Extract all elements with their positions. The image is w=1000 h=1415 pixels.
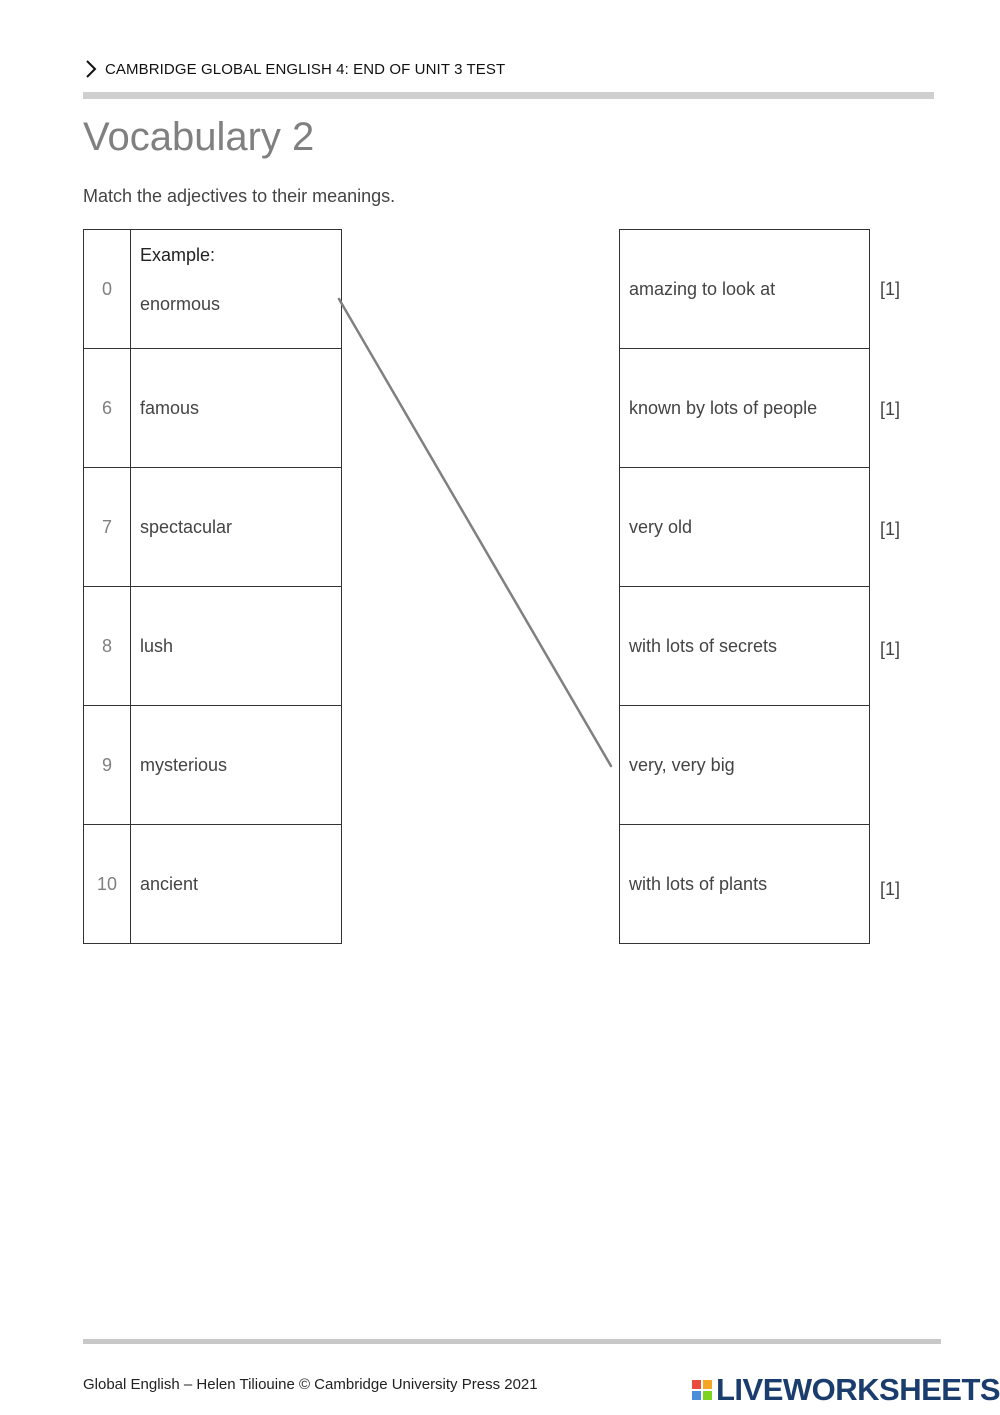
example-label: Example: <box>140 245 216 265</box>
meaning-row <box>620 468 870 587</box>
meaning-row <box>620 587 870 706</box>
marks-column <box>880 229 920 949</box>
word-row <box>84 825 342 944</box>
word-number: 10 <box>84 825 131 944</box>
word-cell[interactable] <box>131 706 342 825</box>
footer-rule <box>83 1339 941 1344</box>
liveworksheets-logo <box>692 1372 1000 1408</box>
meaning-row <box>620 706 870 825</box>
adjectives-table <box>83 229 342 944</box>
meaning-cell[interactable]: known by lots of people <box>620 349 870 468</box>
running-header <box>83 58 505 80</box>
logo-tiles-icon <box>692 1380 712 1400</box>
mark-label: [1] <box>880 398 901 419</box>
word-row <box>84 587 342 706</box>
mark-label: [1] <box>880 878 901 899</box>
word-number: 6 <box>84 349 131 468</box>
header-rule <box>83 92 934 99</box>
word-text: spectacular <box>140 516 233 537</box>
instructions: Match the adjectives to their meanings. <box>83 186 396 206</box>
meaning-cell[interactable]: very, very big <box>620 706 870 825</box>
mark-label: [1] <box>880 638 901 659</box>
meaning-row <box>620 349 870 468</box>
header-text: CAMBRIDGE GLOBAL ENGLISH 4: END OF UNIT 3 TEST <box>105 60 506 78</box>
word-number: 0 <box>84 230 131 349</box>
word-cell[interactable] <box>131 349 342 468</box>
meaning-cell[interactable]: very old <box>620 468 870 587</box>
word-text: mysterious <box>140 754 228 775</box>
meaning-row <box>620 230 870 349</box>
page-title: Vocabulary 2 <box>83 115 315 159</box>
word-text: enormous <box>140 294 221 314</box>
word-text: lush <box>140 635 174 656</box>
logo-text: LIVEWORKSHEETS <box>716 1372 1000 1407</box>
word-cell[interactable] <box>131 587 342 706</box>
meanings-table <box>619 229 870 944</box>
mark-label: [1] <box>880 278 901 299</box>
meaning-cell[interactable]: with lots of secrets <box>620 587 870 706</box>
word-text: ancient <box>140 873 199 894</box>
word-cell[interactable] <box>131 468 342 587</box>
mark-label <box>880 709 920 829</box>
word-text: famous <box>140 397 200 418</box>
mark-label: [1] <box>880 518 901 539</box>
word-cell[interactable] <box>131 825 342 944</box>
word-number: 7 <box>84 468 131 587</box>
word-row <box>84 230 342 349</box>
word-row <box>84 706 342 825</box>
word-cell[interactable] <box>131 230 342 349</box>
word-row <box>84 468 342 587</box>
meaning-cell[interactable]: amazing to look at <box>620 230 870 349</box>
word-number: 8 <box>84 587 131 706</box>
chevron-right-icon <box>83 59 99 79</box>
word-row <box>84 349 342 468</box>
footer-text: Global English – Helen Tiliouine © Cambridge University Press 2021 <box>83 1376 538 1393</box>
meaning-cell[interactable]: with lots of plants <box>620 825 870 944</box>
word-number: 9 <box>84 706 131 825</box>
meaning-row <box>620 825 870 944</box>
